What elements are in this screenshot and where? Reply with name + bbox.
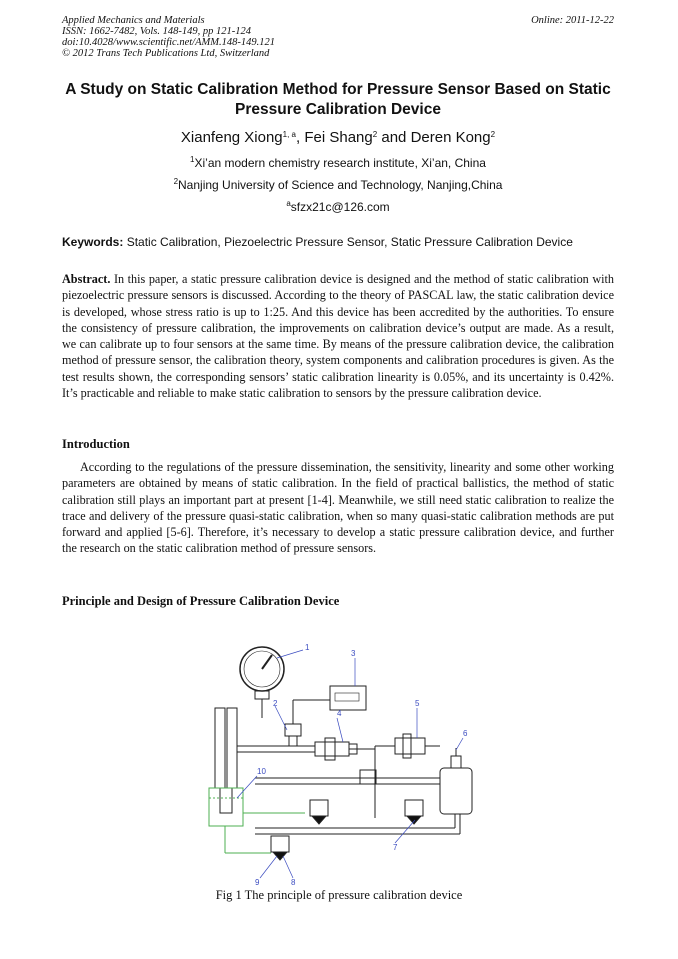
author-name: Deren Kong: [410, 129, 491, 146]
abstract: [62, 271, 614, 401]
figure-label: 8: [291, 878, 296, 887]
email-text: sfzx21c@126.com: [290, 200, 390, 214]
author-email: [62, 200, 614, 214]
figure-label: 9: [255, 878, 260, 887]
introduction-heading: Introduction: [62, 437, 130, 451]
journal-name: Applied Mechanics and Materials: [62, 15, 205, 26]
figure-label: 4: [337, 709, 342, 718]
figure-label: 7: [393, 843, 398, 852]
affiliation-text: Nanjing University of Science and Technology, Nanjing,China: [178, 178, 503, 192]
keywords-text: Static Calibration, Piezoelectric Pressure Sensor, Static Pressure Calibration Device: [123, 235, 573, 249]
author-separator: ,: [296, 129, 305, 146]
figure-label: 5: [415, 699, 420, 708]
figure-label: 1: [305, 643, 310, 652]
figure-label: 3: [351, 649, 356, 658]
figure-label: 2: [273, 699, 278, 708]
author-separator: and: [377, 129, 411, 146]
author-name: Fei Shang: [304, 129, 373, 146]
author-sup: 2: [372, 130, 378, 139]
sensor-unit-icon: [271, 836, 289, 852]
left-cylinder-icon: [215, 708, 225, 788]
keywords-label: Keywords:: [62, 235, 124, 249]
figure-caption: Fig 1 The principle of pressure calibration device: [215, 888, 463, 902]
oil-reservoir-icon: [209, 788, 305, 853]
issn-line: ISSN: 1662-7482, Vols. 148-149, pp 121-124: [62, 26, 251, 37]
journal-header: [62, 15, 614, 59]
sensor-unit-icon: [310, 800, 328, 816]
copyright-line: © 2012 Trans Tech Publications Ltd, Switzerland: [62, 48, 270, 59]
affiliation-sup: a: [286, 199, 291, 208]
gauge-needle-icon: [262, 655, 272, 669]
valve-icon: [285, 724, 301, 736]
figure-label: 10: [257, 767, 266, 776]
abstract-text: In this paper, a static pressure calibration device is designed and the method of static calibration with piezoelectric pressure sensors is discussed. According to the theory of PASCAL law, the static calibration device is developed, whose stress ratio is up to 1:25. And this device has been accredited by the authorities. To ensure the consistency of pressure calibration, the improvements on calibration device’s output are made. As a result, we can calibrate up to four sensors at the same time. By means of the pressure calibration device, the calibration method of pressure sensor, the calibration theory, system components and calibration procedures is given. As the test results shown, the corresponding sensors’ static calibration linearity is 0.05%, and its uncertainty is 0.42%. It’s practicable and reliable to make static calibration to sensors by the pressure calibration device.: [62, 272, 614, 401]
author-sup: 1, a: [282, 130, 296, 139]
sensor-cylinder-icon: [395, 738, 425, 754]
figure-label: 6: [463, 729, 468, 738]
affiliation-1: [62, 156, 614, 170]
abstract-label: Abstract.: [62, 272, 111, 286]
pump-block-icon: [440, 768, 472, 814]
affiliation-text: Xi’an modern chemistry research institute, Xi’an, China: [194, 156, 486, 170]
keywords: [62, 235, 622, 249]
paper-title: A Study on Static Calibration Method for Pressure Sensor Based on Static Pressure Calibration Device: [65, 81, 611, 118]
introduction-text: According to the regulations of the pressure dissemination, the sensitivity, linearity and some other working parameters are obtained by means of static calibration. In the field of practical ballistics, the method of static calibration still plays an important part at present [1-4]. Meanwhile, we still need static calibration to realize the trace and delivery of the pressure quasi-static calibration, when so many quasi-static calibration methods are put forward and applied [5-6]. Therefore, it’s necessary to develop a static pressure calibration device, and further the research on the static calibration method of pressure sensors.: [62, 460, 614, 556]
author-list: [62, 129, 614, 146]
affiliation-2: [62, 178, 614, 192]
main-valve-icon: [315, 742, 349, 756]
section-heading: Principle and Design of Pressure Calibration Device: [62, 594, 340, 608]
doi-line: doi:10.4028/www.scientific.net/AMM.148-149.121: [62, 37, 275, 48]
affiliation-sup: 2: [173, 177, 179, 186]
author-name: Xianfeng Xiong: [180, 129, 283, 146]
affiliation-sup: 1: [190, 155, 195, 164]
calibration-device-diagram: [195, 638, 485, 888]
online-date: Online: 2011-12-22: [531, 15, 614, 26]
recorder-box-icon: [330, 686, 366, 710]
author-sup: 2: [490, 130, 496, 139]
sensor-unit-icon: [405, 800, 423, 816]
